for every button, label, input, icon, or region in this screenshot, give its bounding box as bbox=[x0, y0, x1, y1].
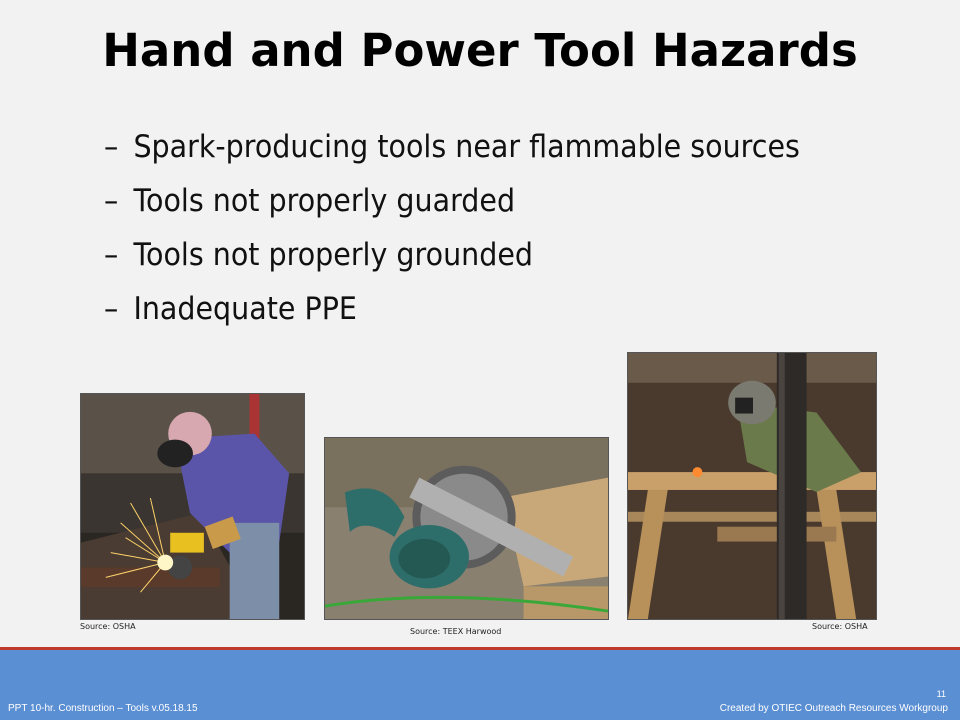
bullet-marker: – bbox=[104, 129, 119, 165]
photo-caption: Source: OSHA bbox=[80, 622, 136, 631]
bullet-item bbox=[104, 120, 800, 174]
footer-credit: Created by OTIEC Outreach Resources Workgroup bbox=[719, 703, 948, 714]
bullet-item bbox=[104, 228, 800, 282]
bullet-item bbox=[104, 282, 800, 336]
page-number: 11 bbox=[936, 689, 946, 699]
photo-grinder-sparks bbox=[80, 393, 305, 620]
photo-circular-saw bbox=[324, 437, 609, 620]
photo-welder bbox=[627, 352, 877, 620]
footer-bar bbox=[0, 650, 960, 720]
bullet-list bbox=[104, 120, 860, 336]
bullet-marker: – bbox=[104, 291, 119, 327]
bullet-marker: – bbox=[104, 237, 119, 273]
bullet-text: Tools not properly grounded bbox=[133, 237, 533, 273]
photo-caption: Source: OSHA bbox=[812, 622, 868, 631]
bullet-item bbox=[104, 174, 800, 228]
bullet-marker: – bbox=[104, 183, 119, 219]
bullet-text: Inadequate PPE bbox=[133, 291, 357, 327]
slide-title: Hand and Power Tool Hazards bbox=[102, 24, 858, 77]
footer-course-info: PPT 10-hr. Construction – Tools v.05.18.15 bbox=[8, 703, 198, 714]
bullet-text: Spark-producing tools near flammable sources bbox=[133, 129, 800, 165]
photo-caption: Source: TEEX Harwood bbox=[410, 627, 502, 636]
bullet-text: Tools not properly guarded bbox=[133, 183, 516, 219]
